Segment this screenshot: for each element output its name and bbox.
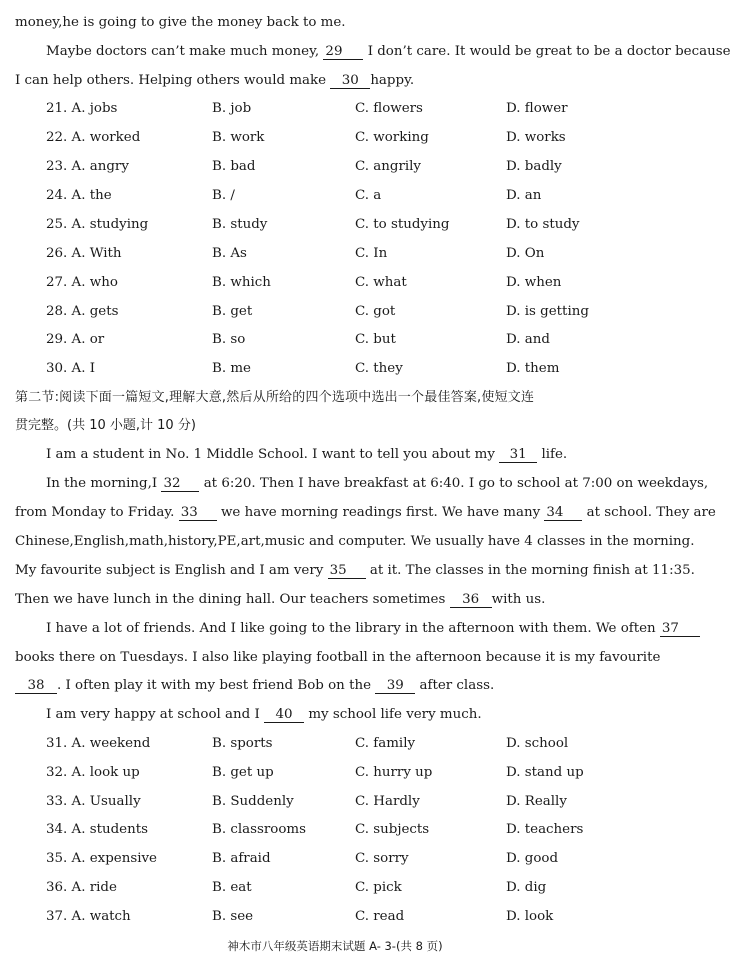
- option-c: C. In: [355, 246, 388, 261]
- option-c: C. they: [355, 361, 403, 376]
- blank-30: 30: [330, 74, 370, 89]
- option-c: C. a: [355, 188, 382, 203]
- option-c: C. working: [355, 130, 429, 145]
- section-instruction: 贯完整。(共 10 小题,计 10 分): [15, 418, 196, 433]
- option-c: C. subjects: [355, 822, 430, 837]
- passage-text: with us.: [491, 592, 546, 607]
- passage-text: I am very happy at school and I: [46, 707, 260, 722]
- passage-text: I can help others. Helping others would make: [15, 73, 327, 88]
- passage-line: Chinese,English,math,history,PE,art,music and computer. We usually have 4 classes in the morning.: [15, 534, 695, 549]
- option-b: B. eat: [212, 880, 252, 895]
- option-d: D. is getting: [506, 304, 589, 319]
- option-d: D. them: [506, 361, 560, 376]
- question-35: [46, 851, 646, 867]
- option-d: D. On: [506, 246, 545, 261]
- option-c: C. got: [355, 304, 396, 319]
- option-c: C. sorry: [355, 851, 409, 866]
- passage-text: Then we have lunch in the dining hall. Our teachers sometimes: [15, 592, 446, 607]
- option-c: C. family: [355, 736, 416, 751]
- passage-text: my school life very much.: [308, 707, 482, 722]
- passage-line: [15, 592, 656, 608]
- blank-40: 40: [264, 708, 304, 723]
- option-b: B. /: [212, 188, 235, 203]
- passage-line: [15, 563, 695, 579]
- option-a: 29. A. or: [46, 332, 105, 347]
- option-b: B. afraid: [212, 851, 271, 866]
- question-27: [46, 275, 646, 291]
- option-c: C. read: [355, 909, 405, 924]
- option-c: C. pick: [355, 880, 402, 895]
- option-a: 23. A. angry: [46, 159, 129, 174]
- question-21: [46, 101, 646, 117]
- option-c: C. angrily: [355, 159, 421, 174]
- option-b: B. work: [212, 130, 265, 145]
- option-d: D. when: [506, 275, 562, 290]
- passage-line: [46, 447, 656, 463]
- passage-text: In the morning,I: [46, 476, 158, 491]
- option-a: 28. A. gets: [46, 304, 119, 319]
- option-d: D. stand up: [506, 765, 584, 780]
- option-d: D. to study: [506, 217, 580, 232]
- option-a: 37. A. watch: [46, 909, 131, 924]
- option-d: D. good: [506, 851, 559, 866]
- option-c: C. hurry up: [355, 765, 433, 780]
- passage-line: [15, 73, 656, 89]
- option-a: 26. A. With: [46, 246, 122, 261]
- option-b: B. sports: [212, 736, 273, 751]
- passage-text: we have morning readings first. We have many: [220, 505, 541, 520]
- question-34: [46, 822, 646, 838]
- passage-line: [46, 44, 731, 60]
- question-32: [46, 765, 646, 781]
- question-22: [46, 130, 646, 146]
- blank-32: 32: [161, 477, 199, 492]
- question-37: [46, 909, 646, 925]
- question-23: [46, 159, 646, 175]
- passage-text: from Monday to Friday.: [15, 505, 175, 520]
- question-30: [46, 361, 646, 377]
- passage-line: books there on Tuesdays. I also like playing football in the afternoon because it is my favourite: [15, 650, 661, 665]
- option-a: 35. A. expensive: [46, 851, 157, 866]
- blank-39: 39: [375, 679, 415, 694]
- option-a: 27. A. who: [46, 275, 118, 290]
- option-b: B. so: [212, 332, 246, 347]
- option-c: C. Hardly: [355, 794, 420, 809]
- option-d: D. teachers: [506, 822, 584, 837]
- passage-text: I am a student in No. 1 Middle School. I want to tell you about my: [46, 447, 495, 462]
- passage-text: I don’t care. It would be great to be a doctor because: [367, 44, 731, 59]
- option-a: 32. A. look up: [46, 765, 140, 780]
- option-b: B. get: [212, 304, 253, 319]
- option-c: C. what: [355, 275, 407, 290]
- question-33: [46, 794, 646, 810]
- passage-line: [46, 621, 679, 637]
- passage-text: I have a lot of friends. And I like going to the library in the afternoon with them. We often: [46, 621, 656, 636]
- passage-line: [15, 678, 656, 694]
- passage-text: Maybe doctors can’t make much money,: [46, 44, 320, 59]
- option-a: 21. A. jobs: [46, 101, 118, 116]
- passage-text: at school. They are: [586, 505, 716, 520]
- option-b: B. classrooms: [212, 822, 306, 837]
- option-d: D. badly: [506, 159, 562, 174]
- option-a: 30. A. I: [46, 361, 96, 376]
- question-29: [46, 332, 646, 348]
- option-b: B. As: [212, 246, 247, 261]
- passage-text: after class.: [419, 678, 495, 693]
- blank-33: 33: [179, 506, 217, 521]
- passage-text: at it. The classes in the morning finish at 11:35.: [369, 563, 695, 578]
- passage-line: [46, 476, 709, 492]
- blank-34: 34: [544, 506, 582, 521]
- option-d: D. Really: [506, 794, 567, 809]
- option-a: 25. A. studying: [46, 217, 149, 232]
- option-c: C. but: [355, 332, 396, 347]
- blank-37: 37: [660, 622, 700, 637]
- blank-38: 38: [15, 679, 57, 694]
- blank-36: 36: [450, 593, 492, 608]
- option-d: D. works: [506, 130, 566, 145]
- blank-35: 35: [328, 564, 366, 579]
- question-25: [46, 217, 646, 233]
- section-instruction: 第二节:阅读下面一篇短文,理解大意,然后从所给的四个选项中选出一个最佳答案,使短文连: [15, 390, 535, 405]
- option-d: D. an: [506, 188, 542, 203]
- option-d: D. school: [506, 736, 569, 751]
- option-a: 31. A. weekend: [46, 736, 151, 751]
- passage-line: [46, 707, 656, 723]
- passage-text: My favourite subject is English and I am very: [15, 563, 324, 578]
- page-footer: 神木市八年级英语期末试题 A- 3-(共 8 页): [227, 939, 443, 953]
- blank-29: 29: [323, 45, 363, 60]
- option-c: C. flowers: [355, 101, 423, 116]
- question-28: [46, 304, 646, 320]
- option-a: 33. A. Usually: [46, 794, 141, 809]
- option-b: B. see: [212, 909, 254, 924]
- question-31: [46, 736, 646, 752]
- passage-line: [15, 505, 716, 521]
- option-d: D. and: [506, 332, 550, 347]
- option-b: B. me: [212, 361, 251, 376]
- passage-text: happy.: [370, 73, 415, 88]
- option-c: C. to studying: [355, 217, 450, 232]
- passage-text: life.: [541, 447, 568, 462]
- passage-line: money,he is going to give the money back to me.: [15, 15, 346, 30]
- question-36: [46, 880, 646, 896]
- question-24: [46, 188, 646, 204]
- option-b: B. bad: [212, 159, 256, 174]
- option-a: 36. A. ride: [46, 880, 117, 895]
- option-b: B. job: [212, 101, 252, 116]
- option-b: B. get up: [212, 765, 274, 780]
- question-26: [46, 246, 646, 262]
- option-d: D. look: [506, 909, 554, 924]
- blank-31: 31: [499, 448, 537, 463]
- option-a: 34. A. students: [46, 822, 148, 837]
- option-a: 22. A. worked: [46, 130, 141, 145]
- option-b: B. Suddenly: [212, 794, 294, 809]
- passage-text: at 6:20. Then I have breakfast at 6:40. I go to school at 7:00 on weekdays,: [203, 476, 709, 491]
- option-b: B. which: [212, 275, 271, 290]
- option-d: D. flower: [506, 101, 568, 116]
- passage-text: . I often play it with my best friend Bob on the: [57, 678, 371, 693]
- option-b: B. study: [212, 217, 268, 232]
- option-a: 24. A. the: [46, 188, 112, 203]
- option-d: D. dig: [506, 880, 547, 895]
